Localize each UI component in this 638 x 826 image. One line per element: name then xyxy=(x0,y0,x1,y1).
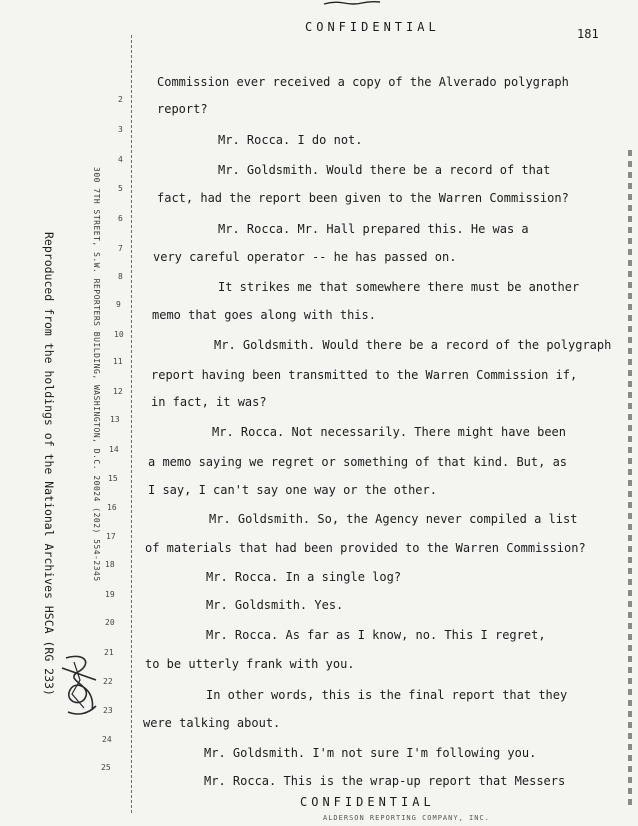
line-number: 14 xyxy=(109,445,119,454)
transcript-line: Commission ever received a copy of the Alverado polygraph xyxy=(157,75,569,89)
transcript-line: of materials that had been provided to the Warren Commission? xyxy=(145,541,586,555)
line-number: 16 xyxy=(107,503,117,512)
line-number: 21 xyxy=(104,648,114,657)
footer-confidential: CONFIDENTIAL xyxy=(300,795,435,809)
line-number: 4 xyxy=(118,155,123,164)
line-number: 5 xyxy=(118,184,123,193)
transcript-line: report? xyxy=(157,102,208,116)
transcript-line: very careful operator -- he has passed on. xyxy=(153,250,457,264)
line-number: 11 xyxy=(113,357,123,366)
transcript-line: Mr. Goldsmith. I'm not sure I'm following you. xyxy=(204,746,537,760)
footer-company: ALDERSON REPORTING COMPANY, INC. xyxy=(323,814,490,822)
transcript-line: Mr. Goldsmith. Would there be a record of that xyxy=(218,163,551,177)
transcript-line: report having been transmitted to the Warren Commission if, xyxy=(151,368,578,382)
line-number: 9 xyxy=(116,300,121,309)
transcript-line: fact, had the report been given to the Warren Commission? xyxy=(157,191,569,205)
transcript-line: Mr. Rocca. I do not. xyxy=(218,133,363,147)
margin-rule xyxy=(131,35,132,813)
line-number: 18 xyxy=(105,560,115,569)
transcript-line: Mr. Goldsmith. Yes. xyxy=(206,598,344,612)
line-number: 12 xyxy=(113,387,123,396)
line-number: 25 xyxy=(101,763,111,772)
line-number: 23 xyxy=(103,706,113,715)
line-number: 17 xyxy=(106,532,116,541)
header-confidential: CONFIDENTIAL xyxy=(305,20,440,34)
transcript-line: It strikes me that somewhere there must be another xyxy=(218,280,580,294)
right-edge-mark xyxy=(628,150,632,810)
line-number: 19 xyxy=(105,590,115,599)
line-number: 7 xyxy=(118,244,123,253)
transcript-line: Mr. Rocca. Mr. Hall prepared this. He was a xyxy=(218,222,529,236)
transcript-line: memo that goes along with this. xyxy=(152,308,376,322)
transcript-line: in fact, it was? xyxy=(151,395,267,409)
archive-note: Reproduced from the holdings of the National Archives HSCA (RG 233) xyxy=(42,232,56,696)
top-handwriting-mark xyxy=(322,0,382,6)
line-number: 6 xyxy=(118,214,123,223)
line-number: 3 xyxy=(118,125,123,134)
transcript-line: Mr. Rocca. This is the wrap-up report that Messers xyxy=(204,774,566,788)
handwritten-initials xyxy=(56,650,104,722)
transcript-line: Mr. Goldsmith. Would there be a record of the polygraph xyxy=(214,338,612,352)
line-number: 24 xyxy=(102,735,112,744)
line-number: 15 xyxy=(108,474,118,483)
line-number: 10 xyxy=(114,330,124,339)
line-number: 8 xyxy=(118,272,123,281)
page-number: 181 xyxy=(577,27,599,41)
transcript-line: a memo saying we regret or something of that kind. But, as xyxy=(148,455,568,469)
line-number: 20 xyxy=(105,618,115,627)
transcript-line: I say, I can't say one way or the other. xyxy=(148,483,437,497)
line-number: 13 xyxy=(110,415,120,424)
reporter-address-note: 300 7TH STREET, S.W. REPORTERS BUILDING, WASHINGTON, D.C. 20024 (202) 554-2345 xyxy=(92,167,101,582)
transcript-line: Mr. Rocca. As far as I know, no. This I regret, xyxy=(206,628,546,642)
transcript-line: were talking about. xyxy=(143,716,281,730)
transcript-line: Mr. Rocca. In a single log? xyxy=(206,570,402,584)
line-number: 2 xyxy=(118,95,123,104)
transcript-line: Mr. Rocca. Not necessarily. There might have been xyxy=(212,425,567,439)
transcript-line: Mr. Goldsmith. So, the Agency never compiled a list xyxy=(209,512,578,526)
transcript-line: to be utterly frank with you. xyxy=(145,657,355,671)
transcript-line: In other words, this is the final report that they xyxy=(206,688,568,702)
line-number: 22 xyxy=(103,677,113,686)
